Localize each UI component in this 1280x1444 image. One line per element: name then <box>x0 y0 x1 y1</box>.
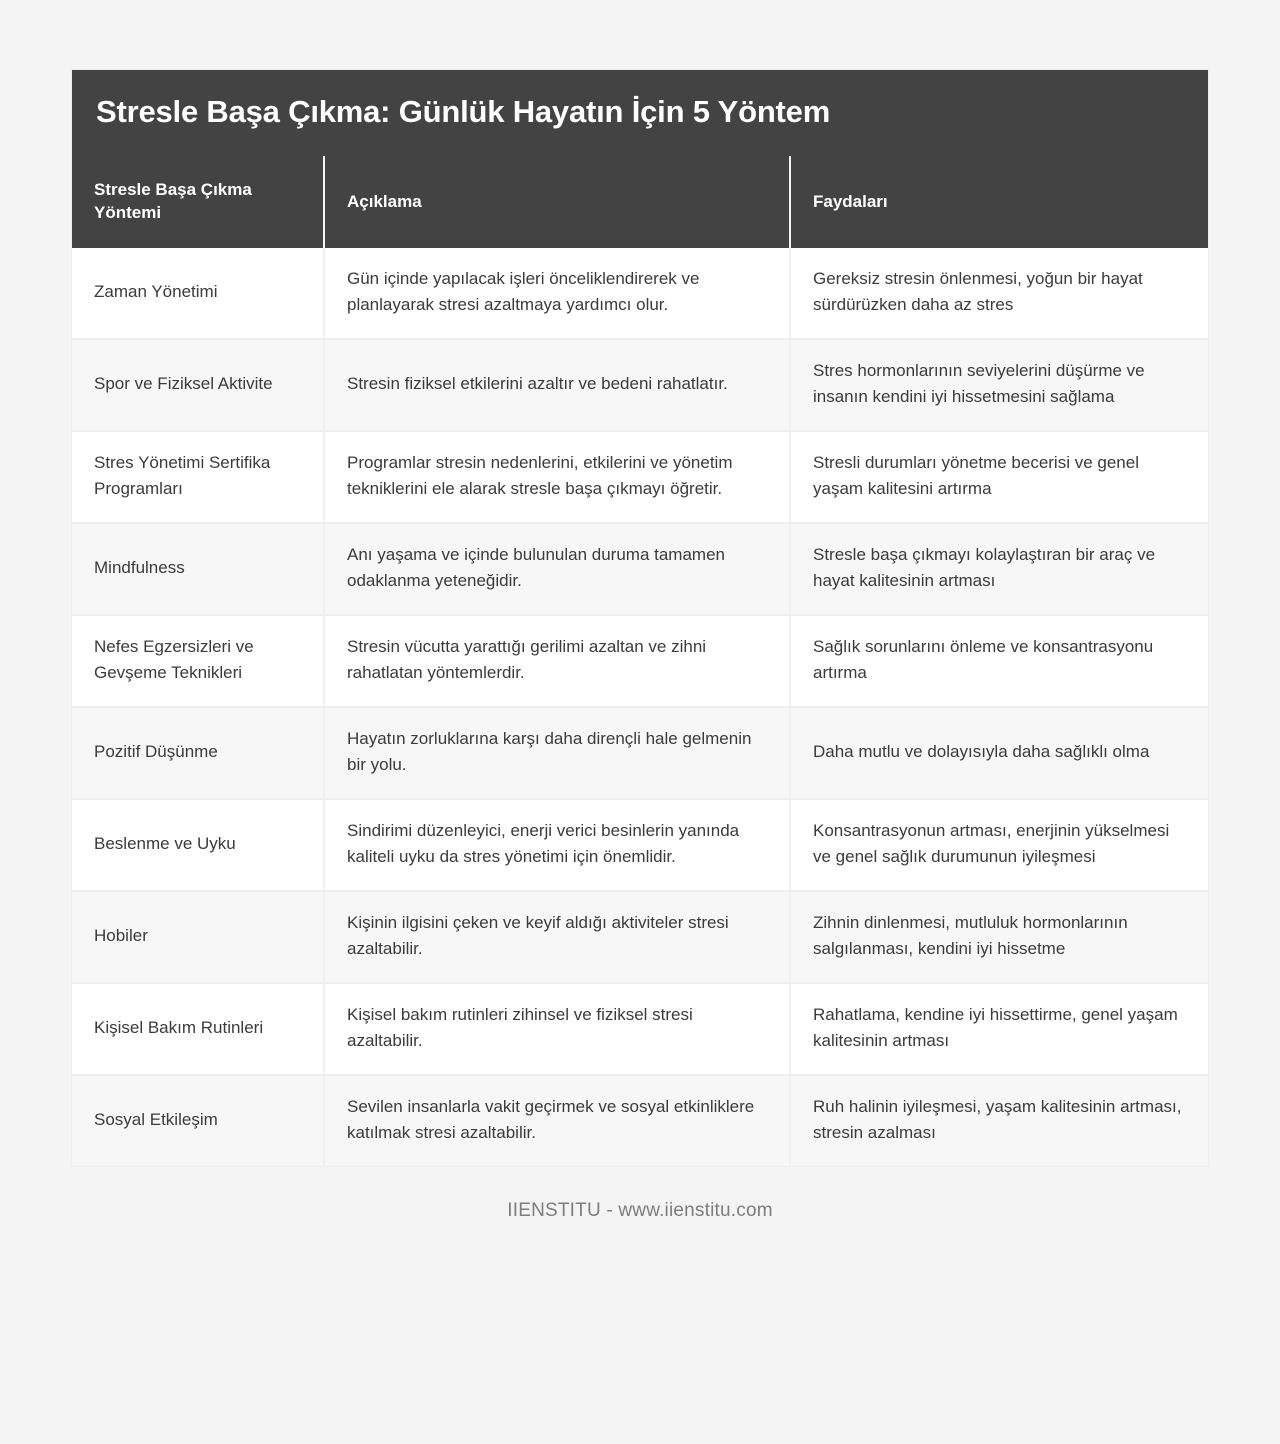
page-title: Stresle Başa Çıkma: Günlük Hayatın İçin 5 Yöntem <box>96 94 831 129</box>
cell-description: Kişisel bakım rutinleri zihinsel ve fiziksel stresi azaltabilir. <box>324 983 790 1075</box>
table-row <box>72 707 1208 799</box>
table-header <box>72 156 1208 248</box>
cell-benefits: Daha mutlu ve dolayısıyla daha sağlıklı olma <box>790 707 1208 799</box>
table-row <box>72 248 1208 339</box>
cell-benefits: Ruh halinin iyileşmesi, yaşam kalitesinin artması, stresin azalması <box>790 1075 1208 1166</box>
table-row <box>72 431 1208 523</box>
footer-credit: IIENSTITU - www.iienstitu.com <box>507 1200 773 1221</box>
cell-benefits: Stresli durumları yönetme becerisi ve genel yaşam kalitesini artırma <box>790 431 1208 523</box>
cell-method: Stres Yönetimi Sertifika Programları <box>72 431 324 523</box>
title-bar <box>72 70 1208 156</box>
cell-benefits: Stres hormonlarının seviyelerini düşürme ve insanın kendini iyi hissetmesini sağlama <box>790 339 1208 431</box>
cell-method: Pozitif Düşünme <box>72 707 324 799</box>
cell-description: Sevilen insanlarla vakit geçirmek ve sosyal etkinliklere katılmak stresi azaltabilir. <box>324 1075 790 1166</box>
table-row <box>72 615 1208 707</box>
cell-method: Zaman Yönetimi <box>72 248 324 339</box>
cell-benefits: Rahatlama, kendine iyi hissettirme, genel yaşam kalitesinin artması <box>790 983 1208 1075</box>
table-row <box>72 1075 1208 1166</box>
cell-description: Stresin fiziksel etkilerini azaltır ve bedeni rahatlatır. <box>324 339 790 431</box>
cell-benefits: Zihnin dinlenmesi, mutluluk hormonlarının salgılanması, kendini iyi hissetme <box>790 891 1208 983</box>
cell-method: Beslenme ve Uyku <box>72 799 324 891</box>
cell-benefits: Sağlık sorunlarını önleme ve konsantrasyonu artırma <box>790 615 1208 707</box>
cell-description: Kişinin ilgisini çeken ve keyif aldığı aktiviteler stresi azaltabilir. <box>324 891 790 983</box>
table-row <box>72 799 1208 891</box>
column-header-benefits: Faydaları <box>790 156 1208 248</box>
cell-description: Sindirimi düzenleyici, enerji verici besinlerin yanında kaliteli uyku da stres yönetimi için önemlidir. <box>324 799 790 891</box>
table-body <box>72 248 1208 1166</box>
cell-description: Hayatın zorluklarına karşı daha dirençli hale gelmenin bir yolu. <box>324 707 790 799</box>
info-table-card <box>72 70 1208 1166</box>
cell-description: Stresin vücutta yarattığı gerilimi azaltan ve zihni rahatlatan yöntemlerdir. <box>324 615 790 707</box>
cell-method: Sosyal Etkileşim <box>72 1075 324 1166</box>
column-header-method: Stresle Başa Çıkma Yöntemi <box>72 156 324 248</box>
table-row <box>72 983 1208 1075</box>
cell-benefits: Konsantrasyonun artması, enerjinin yükselmesi ve genel sağlık durumunun iyileşmesi <box>790 799 1208 891</box>
column-header-description: Açıklama <box>324 156 790 248</box>
table-row <box>72 891 1208 983</box>
cell-description: Anı yaşama ve içinde bulunulan duruma tamamen odaklanma yeteneğidir. <box>324 523 790 615</box>
stress-methods-table <box>72 156 1208 1166</box>
cell-method: Spor ve Fiziksel Aktivite <box>72 339 324 431</box>
table-row <box>72 523 1208 615</box>
table-row <box>72 339 1208 431</box>
table-header-row <box>72 156 1208 248</box>
cell-method: Kişisel Bakım Rutinleri <box>72 983 324 1075</box>
cell-method: Mindfulness <box>72 523 324 615</box>
cell-benefits: Stresle başa çıkmayı kolaylaştıran bir araç ve hayat kalitesinin artması <box>790 523 1208 615</box>
cell-description: Gün içinde yapılacak işleri önceliklendirerek ve planlayarak stresi azaltmaya yardımcı olur. <box>324 248 790 339</box>
cell-description: Programlar stresin nedenlerini, etkilerini ve yönetim tekniklerini ele alarak stresle başa çıkmayı öğretir. <box>324 431 790 523</box>
cell-method: Hobiler <box>72 891 324 983</box>
cell-benefits: Gereksiz stresin önlenmesi, yoğun bir hayat sürdürüzken daha az stres <box>790 248 1208 339</box>
cell-method: Nefes Egzersizleri ve Gevşeme Teknikleri <box>72 615 324 707</box>
